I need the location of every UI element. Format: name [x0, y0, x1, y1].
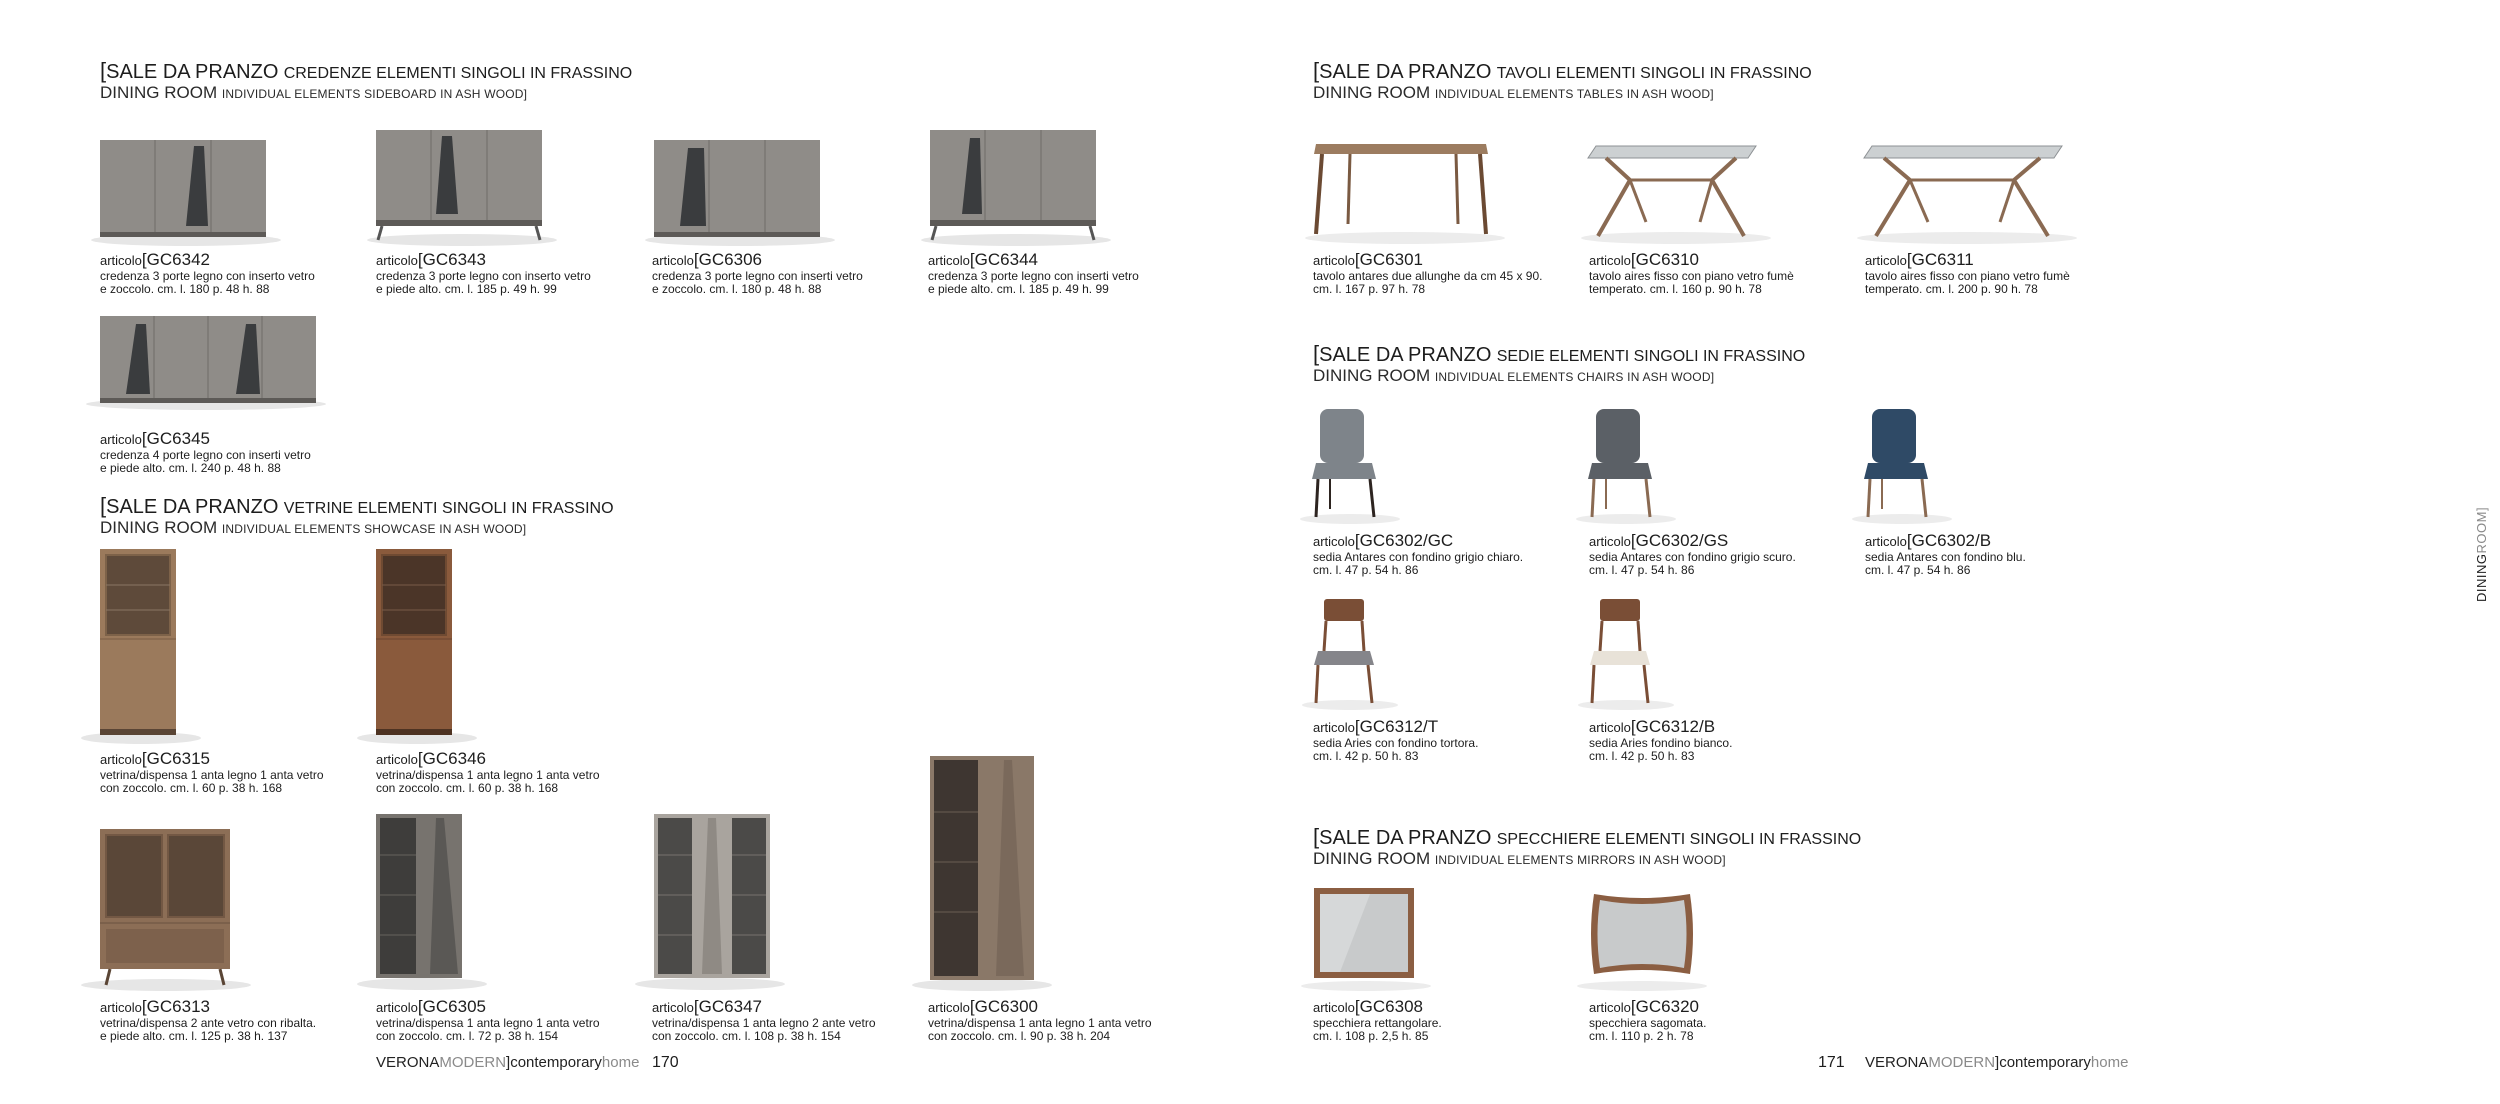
product-gc6308: articolo[GC6308 specchiera rettangolare. cm. l. 108 p. 2,5 h. 85	[1313, 997, 1442, 1043]
product-code: GC6315	[146, 749, 210, 768]
sideboard-gc6344-image	[926, 124, 1106, 244]
product-gc6302-gs: articolo[GC6302/GS sedia Antares con fondino grigio scuro. cm. l. 47 p. 54 h. 86	[1589, 531, 1796, 577]
footer-brand-left: VERONAMODERN]contemporaryhome	[376, 1054, 640, 1071]
mirror-gc6320-image	[1586, 888, 1706, 992]
product-gc6315: articolo[GC6315 vetrina/dispensa 1 anta legno 1 anta vetro con zoccolo. cm. l. 60 p. 38 h. 168	[100, 749, 324, 795]
product-code: GC6302/GS	[1635, 531, 1729, 550]
product-gc6311: articolo[GC6311 tavolo aires fisso con piano vetro fumè temperato. cm. l. 200 p. 90 h. 78	[1865, 250, 2070, 296]
sideboard-gc6343-image	[372, 124, 552, 244]
product-code: GC6305	[422, 997, 486, 1016]
section-title-tavoli: [SALE DA PRANZO TAVOLI ELEMENTI SINGOLI IN FRASSINO	[1313, 58, 1812, 83]
product-code: GC6312/B	[1635, 717, 1716, 736]
product-gc6302-b: articolo[GC6302/B sedia Antares con fondino blu. cm. l. 47 p. 54 h. 86	[1865, 531, 2026, 577]
page-number-right: 171	[1818, 1054, 1845, 1071]
showcase-gc6305-image	[372, 810, 482, 990]
product-gc6312-t: articolo[GC6312/T sedia Aries con fondino tortora. cm. l. 42 p. 50 h. 83	[1313, 717, 1479, 763]
product-gc6346: articolo[GC6346 vetrina/dispensa 1 anta legno 1 anta vetro con zoccolo. cm. l. 60 p. 38 h. 168	[376, 749, 600, 795]
table-gc6301-image	[1310, 134, 1500, 246]
chair-gc6312-t-image	[1310, 595, 1390, 711]
footer-brand-right: VERONAMODERN]contemporaryhome	[1865, 1054, 2129, 1071]
product-code: GC6311	[1911, 250, 1974, 269]
side-tab-dining-room: DININGROOM]	[2474, 506, 2489, 602]
product-gc6344: articolo[GC6344 credenza 3 porte legno con inserti vetro e piede alto. cm. l. 185 p. 49 h. 99	[928, 250, 1139, 296]
product-code: GC6342	[146, 250, 210, 269]
product-code: GC6343	[422, 250, 486, 269]
product-code: GC6310	[1635, 250, 1699, 269]
section-subtitle-vetrine: DINING ROOM INDIVIDUAL ELEMENTS SHOWCASE IN ASH WOOD]	[100, 518, 527, 537]
product-code: GC6312/T	[1359, 717, 1439, 736]
product-gc6306: articolo[GC6306 credenza 3 porte legno con inserti vetro e zoccolo. cm. l. 180 p. 48 h. 88	[652, 250, 863, 296]
chair-gc6302-gs-image	[1586, 405, 1666, 525]
product-code: GC6308	[1359, 997, 1423, 1016]
showcase-gc6346-image	[372, 545, 462, 745]
product-code: GC6345	[146, 429, 210, 448]
product-gc6343: articolo[GC6343 credenza 3 porte legno con inserto vetro e piede alto. cm. l. 185 p. 49 h. 99	[376, 250, 591, 296]
sideboard-gc6342-image	[96, 132, 276, 247]
page-number-left: 170	[652, 1054, 679, 1071]
section-subtitle-sedie: DINING ROOM INDIVIDUAL ELEMENTS CHAIRS IN ASH WOOD]	[1313, 366, 1715, 385]
product-code: GC6346	[422, 749, 486, 768]
product-code: GC6320	[1635, 997, 1699, 1016]
section-subtitle-specchiere: DINING ROOM INDIVIDUAL ELEMENTS MIRRORS IN ASH WOOD]	[1313, 849, 1726, 868]
sideboard-gc6345-image	[96, 310, 326, 410]
showcase-gc6315-image	[96, 545, 186, 745]
product-gc6305: articolo[GC6305 vetrina/dispensa 1 anta legno 1 anta vetro con zoccolo. cm. l. 72 p. 38 h. 154	[376, 997, 600, 1043]
chair-gc6312-b-image	[1586, 595, 1666, 711]
product-code: GC6344	[974, 250, 1038, 269]
product-code: GC6302/B	[1911, 531, 1992, 550]
product-gc6302-gc: articolo[GC6302/GC sedia Antares con fondino grigio chiaro. cm. l. 47 p. 54 h. 86	[1313, 531, 1524, 577]
product-code: GC6306	[698, 250, 762, 269]
section-title-sedie: [SALE DA PRANZO SEDIE ELEMENTI SINGOLI IN FRASSINO	[1313, 341, 1806, 366]
product-code: GC6302/GC	[1359, 531, 1454, 550]
section-title-credenze: [SALE DA PRANZO CREDENZE ELEMENTI SINGOLI IN FRASSINO	[100, 58, 633, 83]
product-gc6312-b: articolo[GC6312/B sedia Aries fondino bianco. cm. l. 42 p. 50 h. 83	[1589, 717, 1733, 763]
product-code: GC6301	[1359, 250, 1423, 269]
chair-gc6302-gc-image	[1310, 405, 1390, 525]
section-title-specchiere: [SALE DA PRANZO SPECCHIERE ELEMENTI SINGOLI IN FRASSINO	[1313, 824, 1862, 849]
product-code: GC6313	[146, 997, 210, 1016]
sideboard-gc6306-image	[650, 132, 830, 247]
product-gc6345: articolo[GC6345 credenza 4 porte legno con inserti vetro e piede alto. cm. l. 240 p. 48 h. 88	[100, 429, 311, 475]
product-code: GC6300	[974, 997, 1038, 1016]
product-gc6301: articolo[GC6301 tavolo antares due allunghe da cm 45 x 90. cm. l. 167 p. 97 h. 78	[1313, 250, 1543, 296]
product-code: GC6347	[698, 997, 762, 1016]
table-gc6311-image	[1862, 140, 2072, 246]
product-gc6313: articolo[GC6313 vetrina/dispensa 2 ante vetro con ribalta. e piede alto. cm. l. 125 p. 38 h. 137	[100, 997, 317, 1043]
section-subtitle-credenze: DINING ROOM INDIVIDUAL ELEMENTS SIDEBOARD IN ASH WOOD]	[100, 83, 528, 102]
section-title-vetrine: [SALE DA PRANZO VETRINE ELEMENTI SINGOLI IN FRASSINO	[100, 493, 614, 518]
mirror-gc6308-image	[1310, 884, 1430, 992]
chair-gc6302-b-image	[1862, 405, 1942, 525]
table-gc6310-image	[1586, 140, 1766, 246]
showcase-gc6347-image	[650, 810, 780, 990]
section-subtitle-tavoli: DINING ROOM INDIVIDUAL ELEMENTS TABLES IN ASH WOOD]	[1313, 83, 1714, 102]
product-gc6347: articolo[GC6347 vetrina/dispensa 1 anta legno 2 ante vetro con zoccolo. cm. l. 108 p. 38 h. 154	[652, 997, 876, 1043]
product-gc6300: articolo[GC6300 vetrina/dispensa 1 anta legno 1 anta vetro con zoccolo. cm. l. 90 p. 38 h. 204	[928, 997, 1152, 1043]
showcase-gc6300-image	[926, 752, 1046, 992]
showcase-gc6313-image	[96, 825, 246, 990]
product-gc6342: articolo[GC6342 credenza 3 porte legno con inserto vetro e zoccolo. cm. l. 180 p. 48 h. 88	[100, 250, 315, 296]
product-gc6310: articolo[GC6310 tavolo aires fisso con piano vetro fumè temperato. cm. l. 160 p. 90 h. 78	[1589, 250, 1794, 296]
product-gc6320: articolo[GC6320 specchiera sagomata. cm. l. 110 p. 2 h. 78	[1589, 997, 1707, 1043]
